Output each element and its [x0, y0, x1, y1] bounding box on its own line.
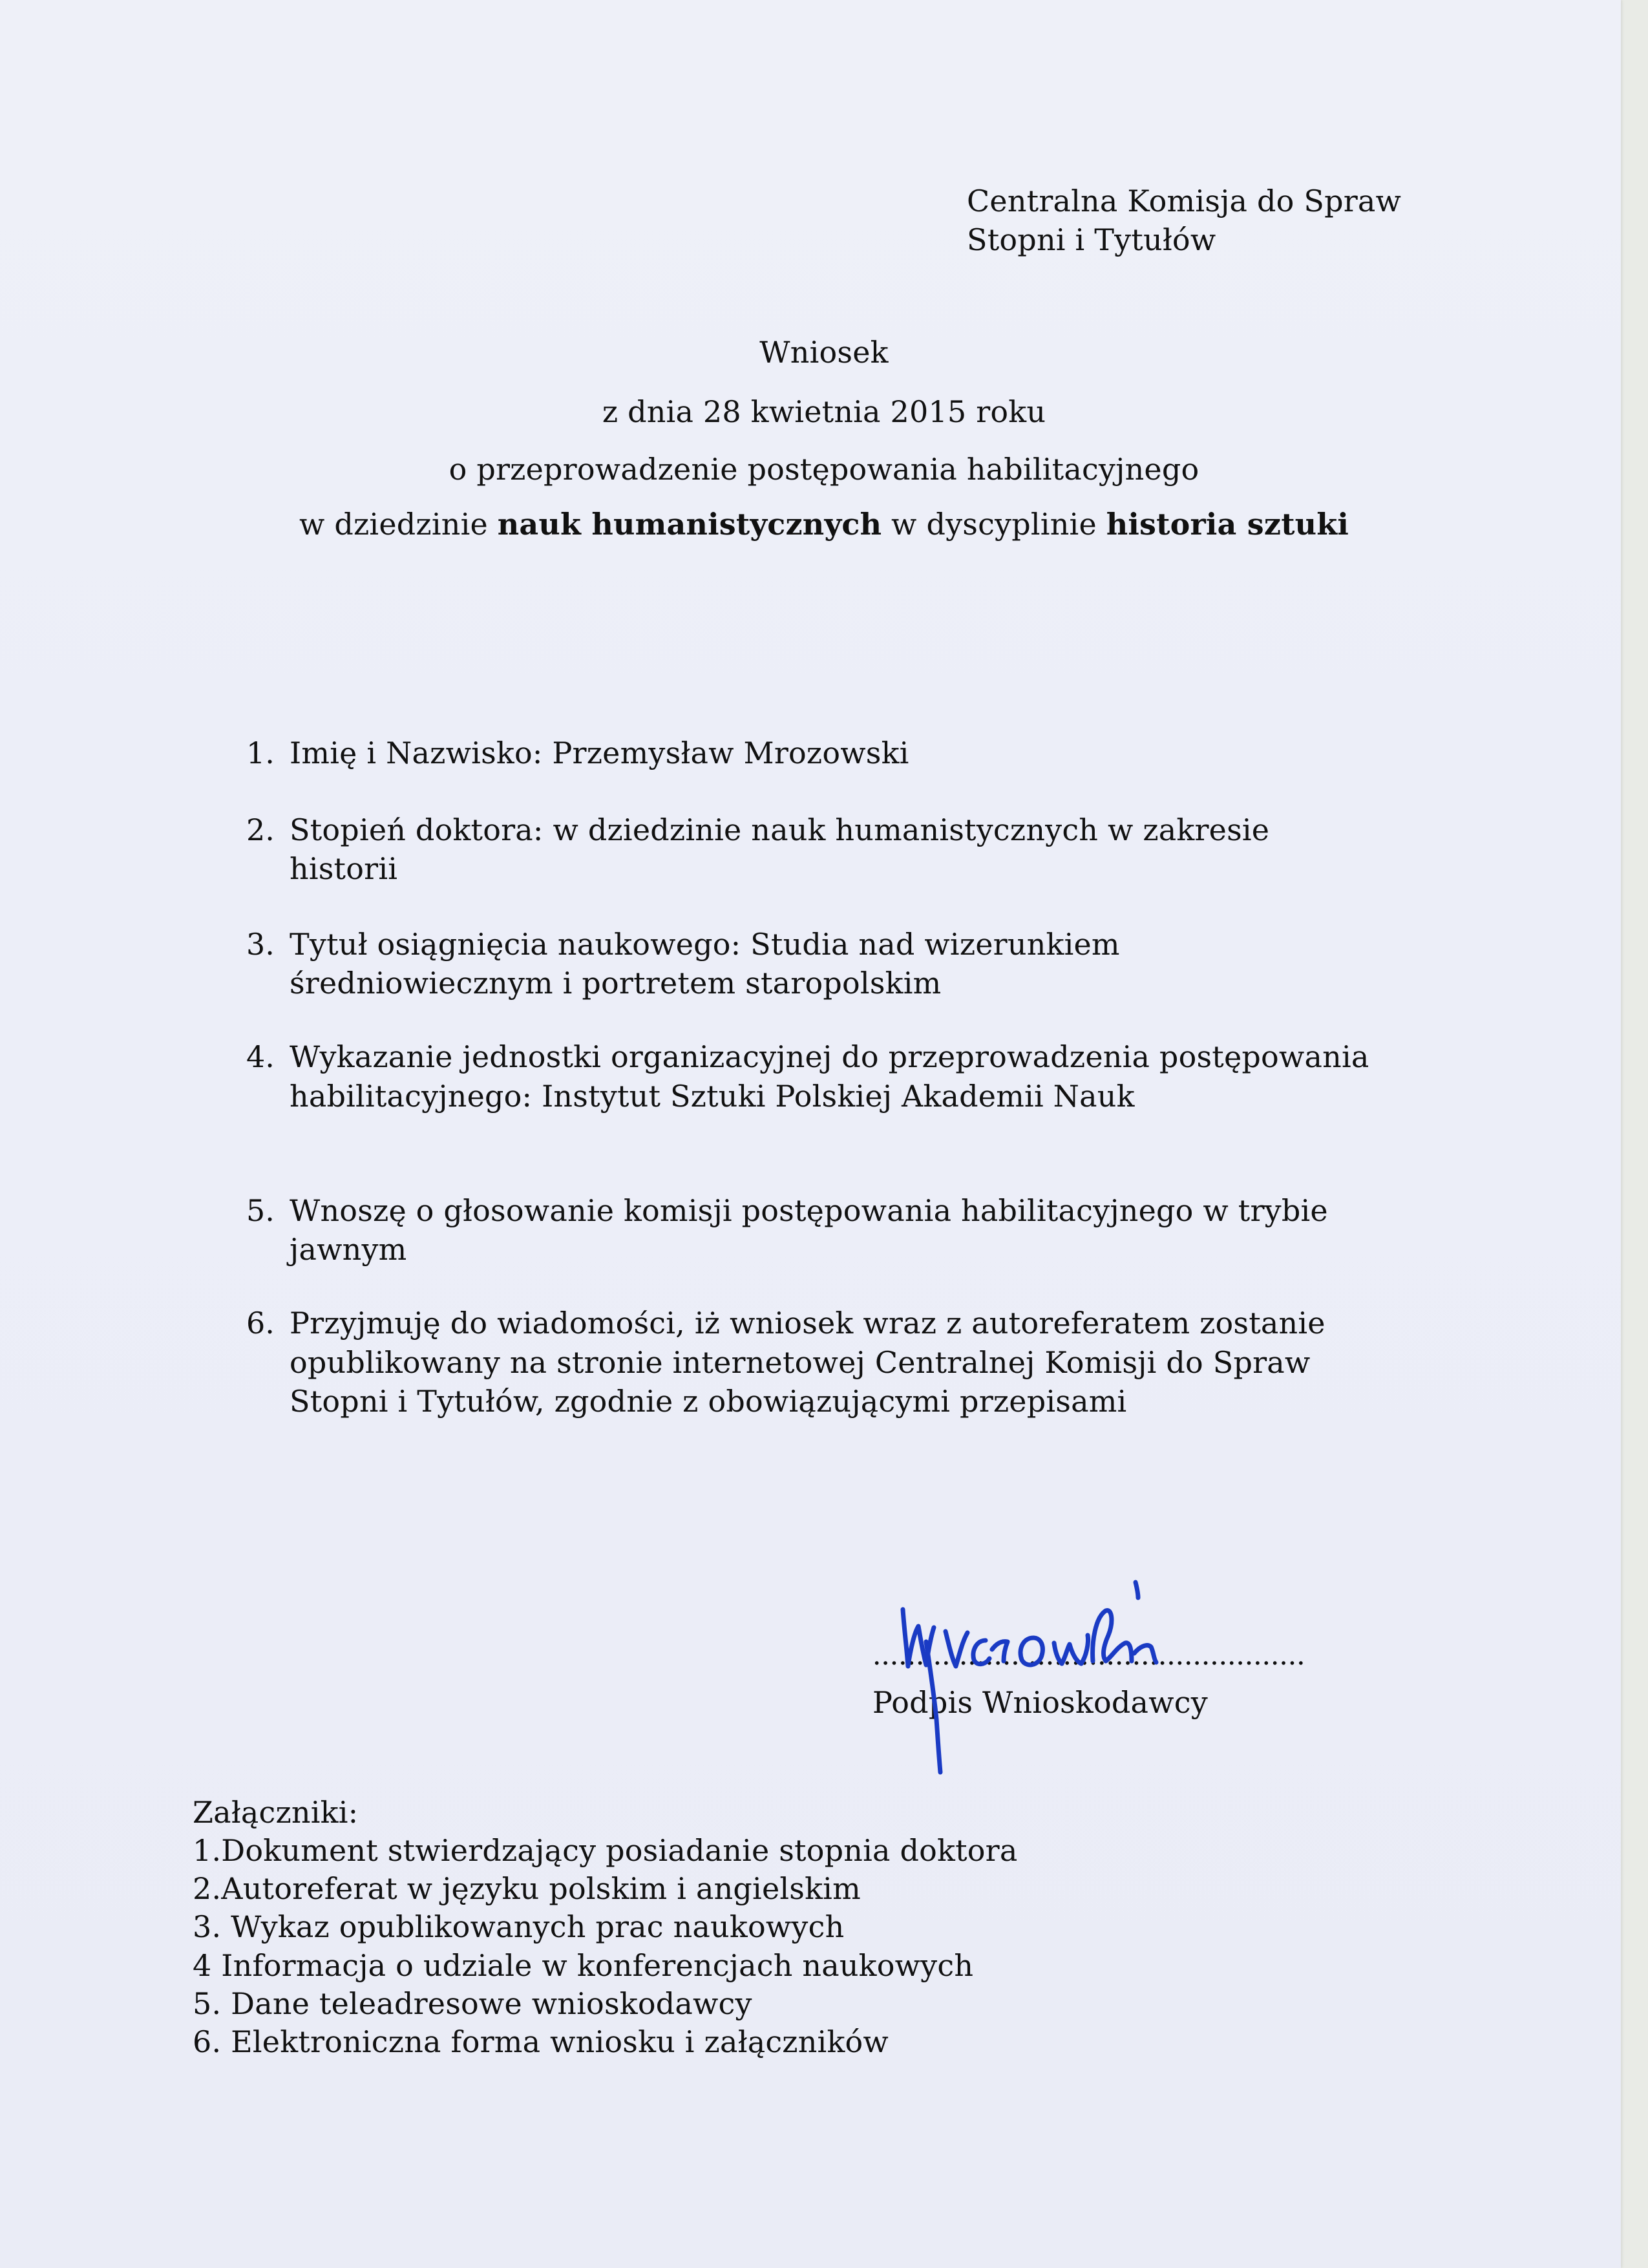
signature-stroke	[992, 1642, 1008, 1661]
item-2-line-2: historii	[290, 851, 398, 886]
date-line: z dnia 28 kwietnia 2015 roku	[602, 394, 1046, 429]
signature-stroke	[1020, 1638, 1042, 1665]
item-1-name: Imię i Nazwisko: Przemysław Mrozowski	[290, 736, 909, 770]
recipient-line-1: Centralna Komisja do Spraw	[967, 184, 1402, 218]
item-3-line-1: Tytuł osiągnięcia naukowego: Studia nad wizerunkiem	[290, 927, 1120, 962]
item-number: 2.	[246, 812, 275, 847]
signature-stroke	[1134, 1646, 1156, 1662]
attachment-item: 3. Wykaz opublikowanych prac naukowych	[193, 1909, 845, 1944]
field-line-part1: w dziedzinie	[299, 507, 498, 542]
item-number: 6.	[246, 1306, 275, 1341]
signature-stroke	[1136, 1582, 1138, 1598]
item-6-line-3: Stopni i Tytułów, zgodnie z obowiązującymi przepisami	[290, 1384, 1127, 1419]
attachment-item: 6. Elektroniczna forma wniosku i załączników	[193, 2024, 889, 2059]
attachment-item: 5. Dane teleadresowe wnioskodawcy	[193, 1986, 752, 2021]
attachment-item: 4 Informacja o udziale w konferencjach naukowych	[193, 1948, 974, 1983]
signature-stroke	[1054, 1635, 1088, 1664]
item-number: 4.	[246, 1039, 275, 1074]
item-number: 5.	[246, 1193, 275, 1228]
document-heading: Wniosek	[759, 335, 889, 370]
item-5-line-1: Wnoszę o głosowanie komisji postępowania habilitacyjnego w trybie	[290, 1193, 1328, 1228]
attachments-heading: Załączniki:	[193, 1795, 359, 1830]
item-2-line-1: Stopień doktora: w dziedzinie nauk humanistycznych w zakresie	[290, 812, 1270, 847]
discipline: historia sztuki	[1106, 507, 1349, 542]
item-4-line-2: habilitacyjnego: Instytut Sztuki Polskiej Akademii Nauk	[290, 1079, 1135, 1114]
attachment-item: 2.Autoreferat w języku polskim i angielskim	[193, 1871, 861, 1906]
field-of-science: nauk humanistycznych	[497, 507, 882, 542]
item-5-line-2: jawnym	[290, 1232, 407, 1267]
recipient-line-2: Stopni i Tytułów	[967, 222, 1216, 257]
attachment-item: 1.Dokument stwierdzający posiadanie stopnia doktora	[193, 1833, 1018, 1868]
signature-stroke	[973, 1640, 989, 1664]
handwritten-signature	[895, 1571, 1231, 1777]
item-6-line-1: Przyjmuję do wiadomości, iż wniosek wraz z autoreferatem zostanie	[290, 1306, 1326, 1341]
signature-stroke	[926, 1642, 940, 1772]
item-number: 3.	[246, 927, 275, 962]
field-line	[0, 507, 1648, 542]
signature-stroke	[945, 1631, 967, 1666]
subject-line: o przeprowadzenie postępowania habilitacyjnego	[449, 452, 1199, 487]
item-6-line-2: opublikowany na stronie internetowej Centralnej Komisji do Spraw	[290, 1345, 1311, 1380]
item-3-line-2: średniowiecznym i portretem staropolskim	[290, 966, 942, 1001]
signature-label: Podpis Wnioskodawcy	[872, 1685, 1208, 1720]
item-4-line-1: Wykazanie jednostki organizacyjnej do przeprowadzenia postępowania	[290, 1039, 1369, 1074]
field-line-part2: w dyscyplinie	[882, 507, 1106, 542]
item-number: 1.	[246, 736, 275, 770]
signature-stroke	[1093, 1611, 1132, 1661]
